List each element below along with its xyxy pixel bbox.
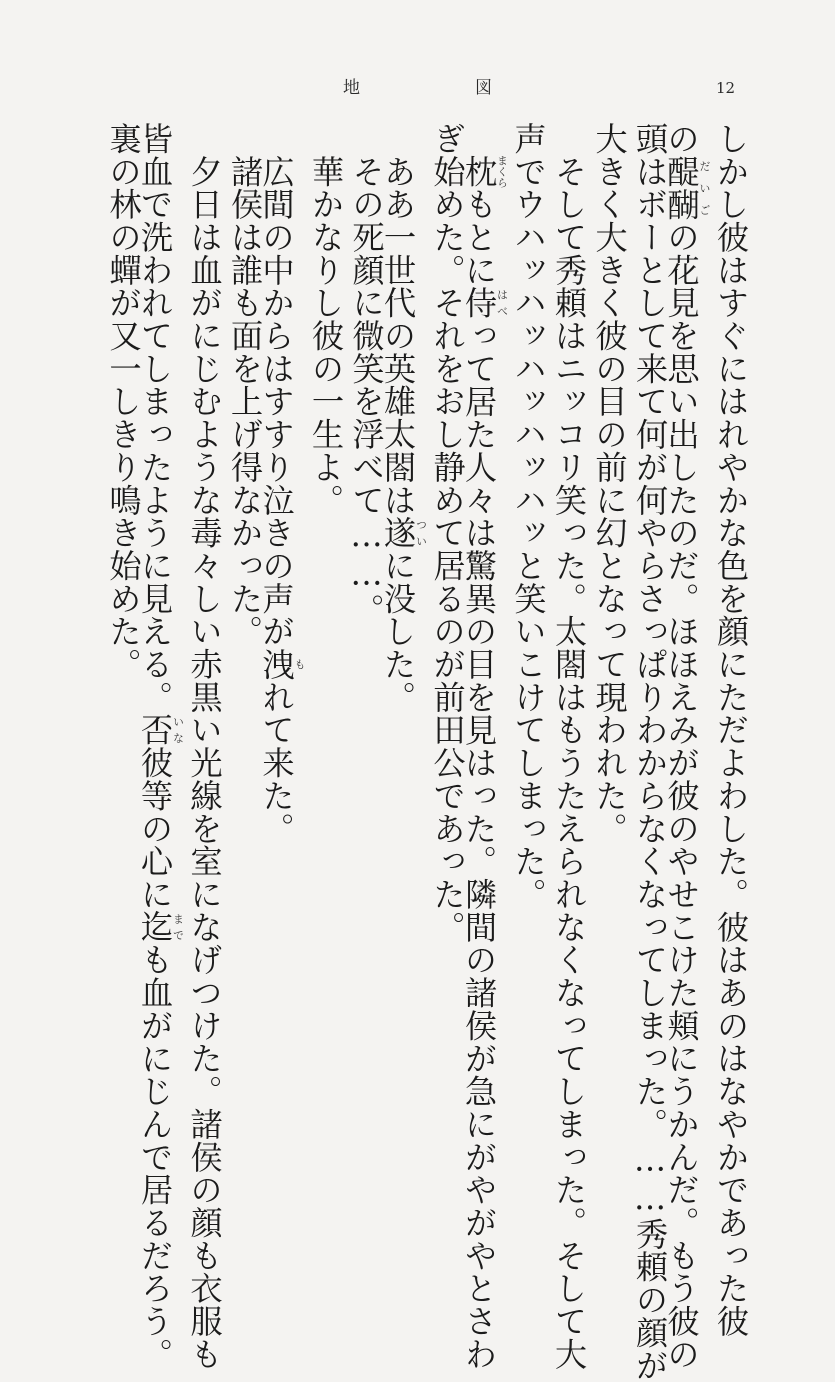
text-line: [306, 122, 346, 1112]
ruby-base: 遂: [379, 516, 417, 550]
ruby-base: 洩: [257, 647, 296, 681]
text-segment: 夕日は血がにじむような毒々しい赤黒い光線を室になげつけた。諸侯の顔も衣服も: [185, 122, 224, 1371]
text-segment: ああ一世代の英雄太閤は: [379, 122, 417, 517]
ruby-base: 侍: [460, 286, 498, 320]
text-segment: れて来た。: [257, 680, 296, 845]
text-segment: 彼等の心に: [136, 746, 174, 911]
text-line: [509, 122, 549, 1112]
text-segment: 皆血で洗われてしまったように見える。: [136, 122, 174, 714]
text-line: [104, 122, 144, 1112]
text-line: [711, 122, 751, 1338]
running-header-left: 地: [343, 78, 360, 98]
ruby-base: 迄: [136, 910, 174, 944]
text-line: [662, 122, 711, 1371]
text-segment: 大きく大きく彼の目の前に幻となって現われた。: [590, 122, 629, 845]
text-line: [225, 122, 265, 1112]
text-segment: 頭はボーとして来て何が何やらさっぱりわからなくなってしまった。……秀頼の顔が: [631, 122, 669, 1382]
furigana: だいご: [698, 154, 711, 221]
text-segment: 声でウハッハッハッハッハッと笑いこけてしまった。: [509, 122, 548, 911]
text-line: [185, 122, 225, 1371]
text-line: [347, 122, 387, 1112]
text-line: [379, 122, 428, 1112]
text-line: [590, 122, 630, 1112]
text-segment: もとに: [460, 187, 498, 287]
text-line: [257, 122, 306, 1112]
text-line: [428, 122, 468, 1112]
text-segment: の花見を思い出したのだ。ほほえみが彼のやせこけた頬にうかんだ。もう彼の: [662, 220, 701, 1371]
text-segment: そして秀頼はニッコリ笑った。太閤はもうたえられなくなってしまった。そして大: [550, 122, 588, 1371]
text-segment: ぎ始めた。それをおし静めて居るのが前田公であった。: [428, 122, 467, 944]
text-segment: に没した。: [379, 549, 417, 714]
text-segment: 裏の林の蟬が又一しきり鳴き始めた。: [104, 122, 143, 681]
furigana: つい: [414, 516, 428, 550]
ruby-base: 否: [136, 713, 174, 747]
furigana: も: [293, 647, 306, 681]
text-segment: 華かなりし彼の一生よ。: [307, 122, 345, 517]
furigana: はべ: [495, 286, 509, 320]
ruby-base: 醍醐: [662, 154, 701, 221]
text-segment: しかし彼はすぐにはれやかな色を顔にただよわした。彼はあのはなやかであった彼: [712, 122, 750, 1338]
ruby-base: 枕: [460, 154, 498, 188]
text-line: [136, 122, 185, 1371]
furigana: いな: [171, 713, 185, 747]
text-segment: も血がにじんで居るだろう。: [136, 943, 174, 1371]
text-line: [460, 122, 509, 1371]
text-segment: の: [662, 122, 701, 155]
text-segment: って居た人々は驚異の目を見はった。隣間の諸侯が急にがやがやとさわ: [460, 319, 498, 1371]
text-segment: その死顔に微笑を浮べて……。: [347, 122, 386, 627]
text-line: [630, 122, 670, 1382]
running-header-right: 図: [475, 78, 492, 98]
furigana: まで: [171, 910, 185, 944]
page-number: 12: [716, 79, 736, 97]
text-line: [549, 122, 589, 1371]
vertical-body-text: [101, 122, 751, 1382]
text-segment: 諸侯は誰も面を上げ得なかった。: [226, 122, 264, 648]
furigana: まくら: [495, 154, 509, 188]
text-segment: 広間の中からはすすり泣きの声が: [257, 122, 296, 648]
